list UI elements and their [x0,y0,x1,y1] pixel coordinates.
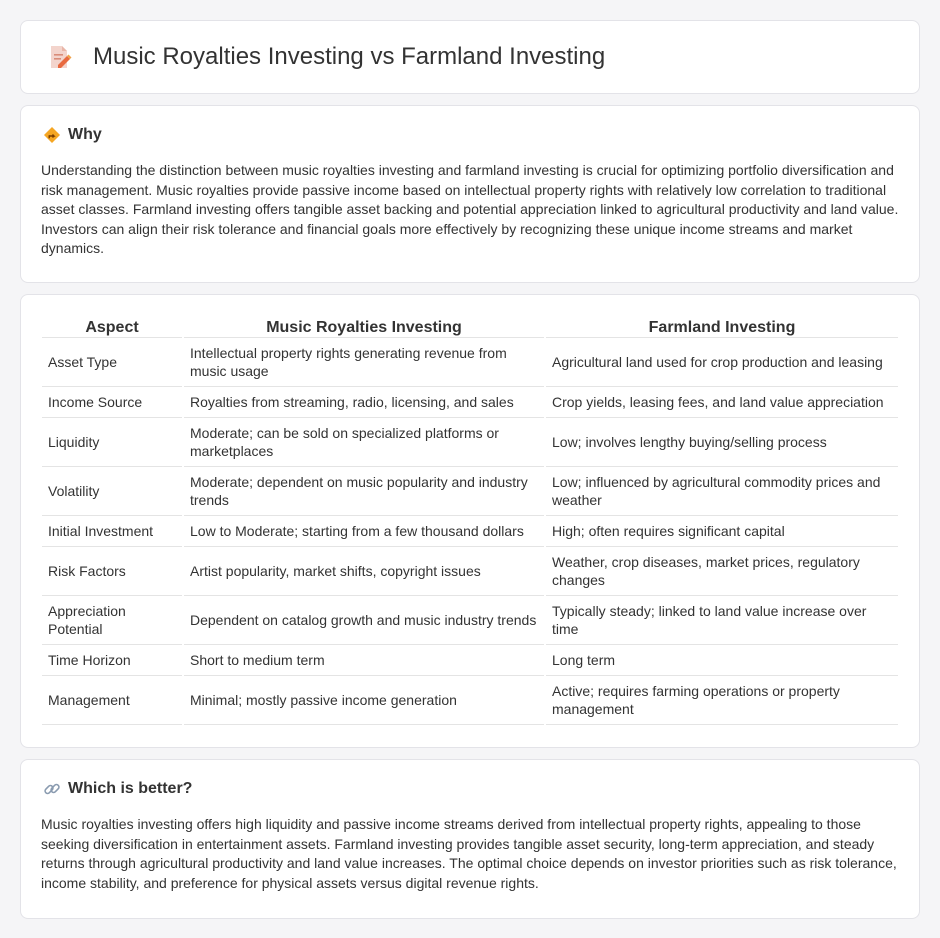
row-farmland: Low; influenced by agricultural commodity prices and weather [546,467,898,516]
row-aspect: Income Source [42,387,182,418]
row-farmland: Long term [546,645,898,676]
better-heading-label: Which is better? [68,780,193,797]
table-row [42,676,898,725]
row-farmland: High; often requires significant capital [546,516,898,547]
row-music: Artist popularity, market shifts, copyright issues [184,547,544,596]
table-row [42,596,898,645]
link-icon [43,780,61,798]
row-farmland: Agricultural land used for crop production and leasing [546,338,898,387]
header-card [20,20,920,94]
row-aspect: Liquidity [42,418,182,467]
why-section [20,105,920,283]
row-aspect: Time Horizon [42,645,182,676]
row-music: Dependent on catalog growth and music industry trends [184,596,544,645]
row-music: Low to Moderate; starting from a few thousand dollars [184,516,544,547]
why-heading [41,126,899,144]
table-row [42,418,898,467]
better-body: Music royalties investing offers high liquidity and passive income streams derived from intellectual property rights, appealing to those seeking diversification in entertainment assets. Farmland investing provides tangible asset security, long-term appreciation, and steady returns through agricultural productivity and land value increases. The optimal choice depends on investor priorities such as risk tolerance, income stability, and preference for physical assets versus digital revenue rights. [41,816,897,891]
row-farmland: Crop yields, leasing fees, and land value appreciation [546,387,898,418]
which-is-better-section [20,759,920,919]
diamond-sign-icon [43,126,61,144]
row-farmland: Active; requires farming operations or property management [546,676,898,725]
row-music: Moderate; can be sold on specialized platforms or marketplaces [184,418,544,467]
table-row [42,338,898,387]
page-title: Music Royalties Investing vs Farmland Investing [93,43,606,70]
why-body: Understanding the distinction between music royalties investing and farmland investing is crucial for optimizing portfolio diversification and risk management. Music royalties provide passive income based on intellectual property rights with relatively low correlation to traditional asset classes. Farmland investing offers tangible asset backing and potential appreciation linked to agricultural productivity and land value. Investors can align their risk tolerance and financial goals more effectively by recognizing these unique income streams and market dynamics. [41,162,899,257]
header-aspect: Aspect [42,315,182,338]
row-aspect: Asset Type [42,338,182,387]
table-row [42,387,898,418]
row-aspect: Management [42,676,182,725]
table-row [42,467,898,516]
table-row [42,516,898,547]
row-music: Intellectual property rights generating revenue from music usage [184,338,544,387]
row-aspect: Appreciation Potential [42,596,182,645]
row-music: Minimal; mostly passive income generation [184,676,544,725]
row-farmland: Typically steady; linked to land value increase over time [546,596,898,645]
table-row [42,645,898,676]
why-heading-label: Why [68,126,102,143]
row-aspect: Risk Factors [42,547,182,596]
row-farmland: Weather, crop diseases, market prices, regulatory changes [546,547,898,596]
header-music-royalties: Music Royalties Investing [184,315,544,338]
row-music: Moderate; dependent on music popularity and industry trends [184,467,544,516]
comparison-card [20,294,920,748]
better-heading [41,780,899,798]
table-header-row [42,315,898,338]
row-music: Royalties from streaming, radio, licensing, and sales [184,387,544,418]
comparison-table [40,315,900,725]
header-farmland: Farmland Investing [546,315,898,338]
table-row [42,547,898,596]
document-edit-icon [45,43,73,71]
row-aspect: Initial Investment [42,516,182,547]
row-music: Short to medium term [184,645,544,676]
row-aspect: Volatility [42,467,182,516]
row-farmland: Low; involves lengthy buying/selling process [546,418,898,467]
